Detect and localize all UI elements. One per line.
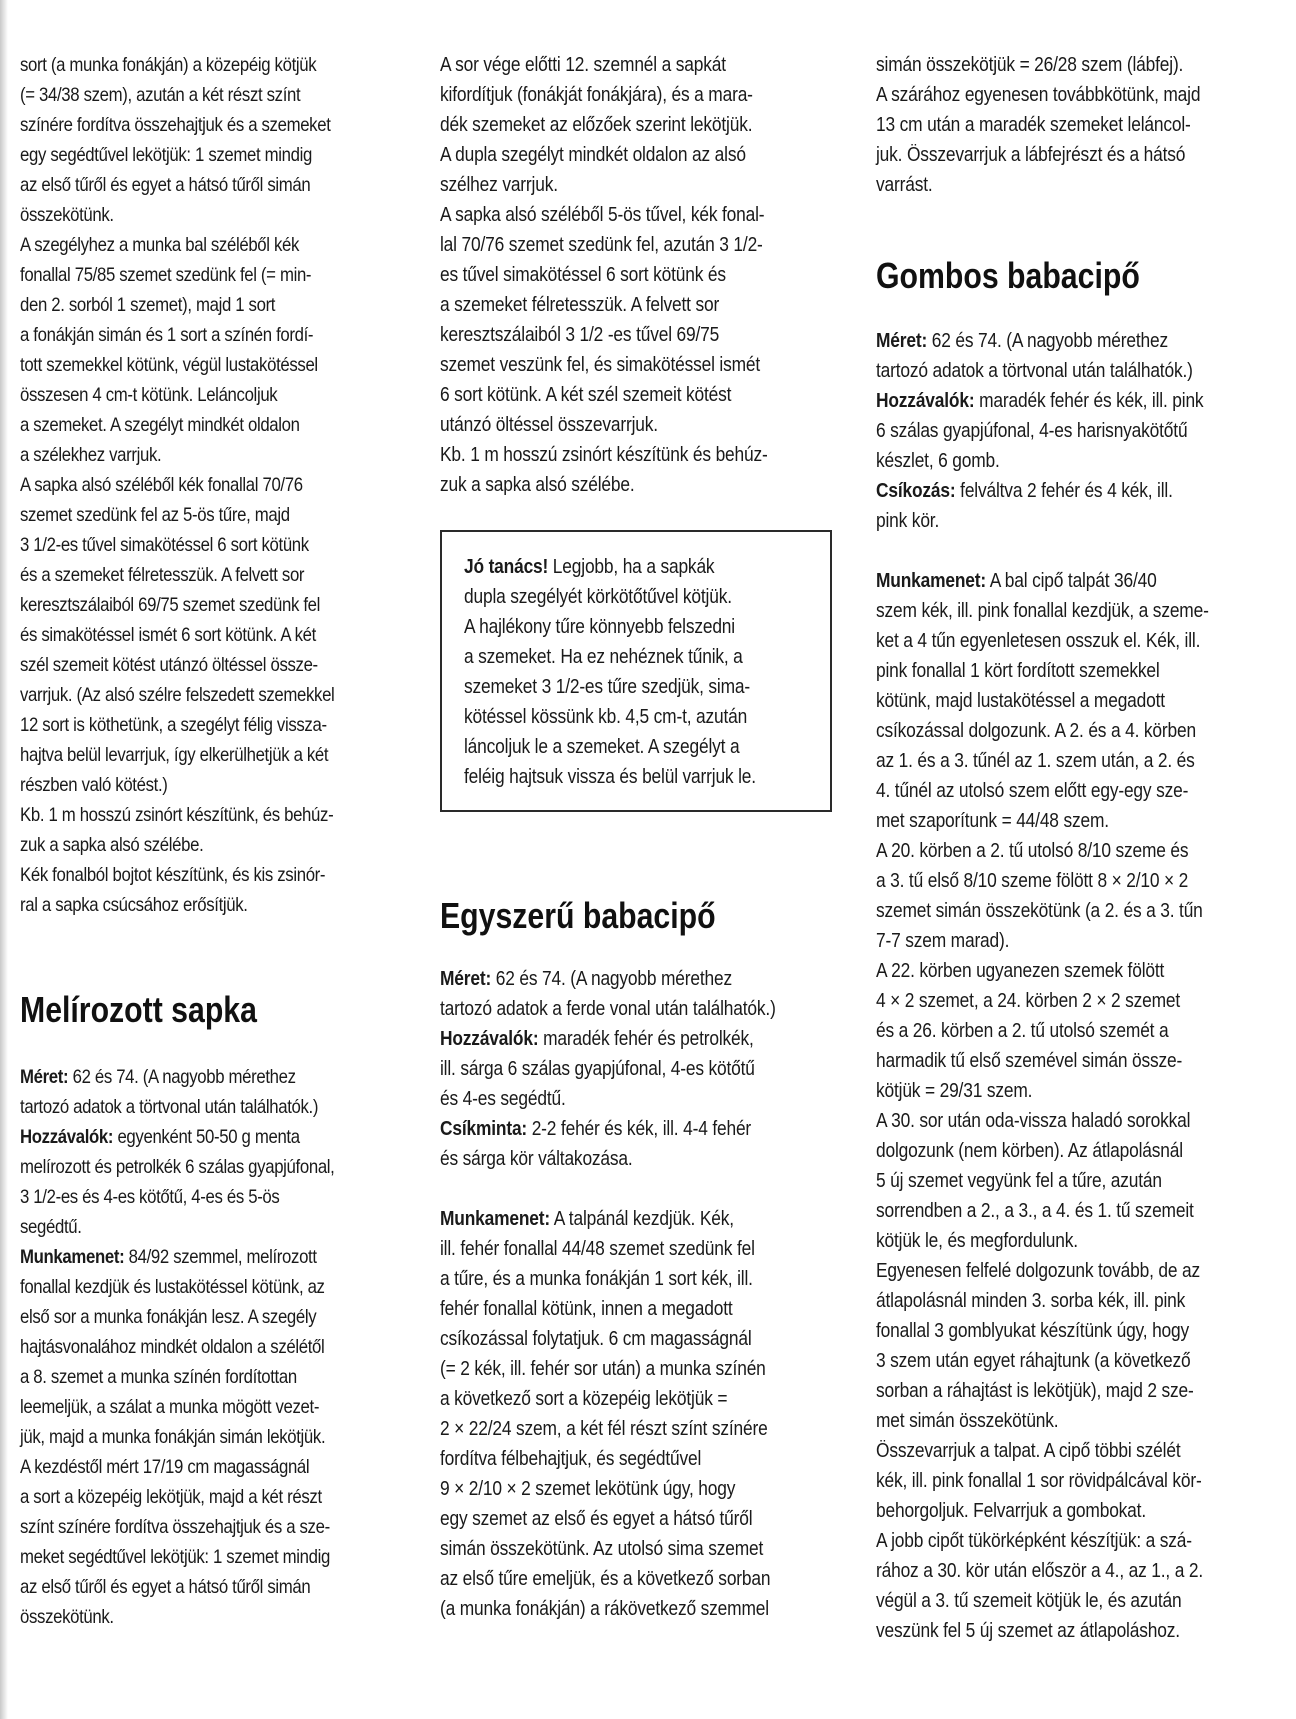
stripe-pattern-line — [440, 1114, 788, 1144]
text-line: A dupla szegélyt mindkét oldalon az alsó — [440, 144, 746, 166]
procedure-label: Munkamenet: — [876, 570, 987, 592]
column-middle — [440, 50, 845, 1624]
striping-line — [876, 476, 1220, 506]
text-line: dék szemeket az előzőek szerint lekötjük. — [440, 114, 753, 136]
text-line: fehér fonallal kötünk, innen a megadott — [440, 1298, 733, 1320]
size-line — [440, 964, 788, 994]
tip-continued — [464, 582, 830, 792]
materials-label: Hozzávalók: — [876, 390, 975, 412]
page-edge-shadow — [0, 0, 8, 1719]
text-line: utánzó öltéssel összevarrjuk. — [440, 414, 658, 436]
text-line: egy segédtűvel lekötjük: 1 szemet mindig — [20, 144, 312, 166]
procedure-line — [440, 1204, 788, 1234]
size-text: 62 és 74. (A nagyobb mérethez — [68, 1066, 296, 1088]
text-line: fonallal 75/85 szemet szedünk fel (= min- — [20, 264, 312, 286]
size-line-2: tartozó adatok a törtvonal után találhatók.) — [876, 360, 1193, 382]
procedure-continued — [440, 1234, 845, 1624]
materials-text: egyenként 50-50 g menta — [113, 1126, 300, 1148]
text-line: szemeket 3 1/2-es tűre szedjük, sima- — [464, 676, 751, 698]
text-line: kötjük le, és megfordulunk. — [876, 1230, 1078, 1252]
text-line: a szemeket. Ha ez nehéznek tűnik, a — [464, 646, 743, 668]
text-line: A szárához egyenesen továbbkötünk, majd — [876, 84, 1201, 106]
text-line: a szemeket. A szegélyt mindkét oldalon — [20, 414, 300, 436]
text-line: Összevarrjuk a talpat. A cipő többi szélét — [876, 1440, 1181, 1462]
tip-line — [464, 552, 779, 582]
text-line: varrjuk. (Az alsó szélre felszedett szemekkel — [20, 684, 335, 706]
text-line: szemet simán összekötünk (a 2. és a 3. tűn — [876, 900, 1203, 922]
text-line: a szélekhez varrjuk. — [20, 444, 162, 466]
text-line: összekötünk. — [20, 204, 114, 226]
text-line: a szemeket félretesszük. A felvett sor — [440, 294, 720, 316]
text-line: készlet, 6 gomb. — [876, 450, 1000, 472]
text-line: összesen 4 cm-t kötünk. Leláncoljuk — [20, 384, 278, 406]
text-line: kék, ill. pink fonallal 1 sor rövidpálcával kör- — [876, 1470, 1202, 1492]
striping-line-2: pink kör. — [876, 510, 940, 532]
text-line: 12 sort is köthetünk, a szegélyt félig vissza- — [20, 714, 327, 736]
procedure-text: A bal cipő talpát 36/40 — [986, 570, 1157, 592]
stripe-pattern-text: 2-2 fehér és kék, ill. 4-4 fehér — [527, 1118, 752, 1140]
text-line: keresztszálaiból 3 1/2 -es tűvel 69/75 — [440, 324, 720, 346]
text-line: lal 70/76 szemet szedünk fel, azután 3 1/2- — [440, 234, 763, 256]
text-line: den 2. sorból 1 szemet), majd 1 sort — [20, 294, 276, 316]
text-line: harmadik tű első szemével simán össze- — [876, 1050, 1183, 1072]
striping-label: Csíkozás: — [876, 480, 956, 502]
text-line: a 3. tű első 8/10 szeme fölött 8 × 2/10 × 2 — [876, 870, 1189, 892]
procedure-line — [876, 566, 1220, 596]
text-line: hajtásvonalához mindkét oldalon a szélétől — [20, 1336, 325, 1358]
text-line: zuk a sapka alsó szélébe. — [20, 834, 204, 856]
text-line: varrást. — [876, 174, 933, 196]
text-line: Kék fonalból bojtot készítünk, és kis zsinór- — [20, 864, 326, 886]
stripe-pattern-line-2: és sárga kör váltakozása. — [440, 1148, 633, 1170]
text-line: 2 × 22/24 szem, a két fél részt színt színére — [440, 1418, 768, 1440]
text-line: 4 × 2 szemet, a 24. körben 2 × 2 szemet — [876, 990, 1181, 1012]
materials-continued — [20, 1152, 418, 1242]
materials-line — [440, 1024, 788, 1054]
size-line-2: tartozó adatok a ferde vonal után találhatók.) — [440, 998, 776, 1020]
procedure-text: 84/92 szemmel, melírozott — [124, 1246, 317, 1268]
text-line: az első tűről és egyet a hátsó tűről simán — [20, 1576, 311, 1598]
text-line: és simakötéssel ismét 6 sort kötünk. A két — [20, 624, 316, 646]
text-line: A sapka alsó széléből 5-ös tűvel, kék fonal- — [440, 204, 765, 226]
text-line: A sapka alsó széléből kék fonallal 70/76 — [20, 474, 303, 496]
tip-label: Jó tanács! — [464, 556, 549, 578]
size-line-2: tartozó adatok a törtvonal után találhatók.) — [20, 1096, 319, 1118]
text-line: (= 34/38 szem), azután a két részt színt — [20, 84, 301, 106]
materials-label: Hozzávalók: — [440, 1028, 539, 1050]
text-line: a következő sort a közepéig lekötjük = — [440, 1388, 728, 1410]
text-line: 7-7 szem marad). — [876, 930, 1010, 952]
tip-box — [440, 530, 832, 812]
text-line: dupla szegélyét körkötőtűvel kötjük. — [464, 586, 732, 608]
text-line: met szaporítunk = 44/48 szem. — [876, 810, 1109, 832]
text-line: színt színére fordítva összehajtjuk és a sze- — [20, 1516, 330, 1538]
text-line: és a 26. körben a 2. tű utolsó szemét a — [876, 1020, 1169, 1042]
text-line: A 30. sor után oda-vissza haladó sorokkal — [876, 1110, 1191, 1132]
text-line: és a szemeket félretesszük. A felvett sor — [20, 564, 305, 586]
column-left — [20, 50, 418, 1632]
text-line: a sort a közepéig lekötjük, majd a két részt — [20, 1486, 322, 1508]
text-line: es tűvel simakötéssel 6 sort kötünk és — [440, 264, 726, 286]
text-line: csíkozással dolgozunk. A 2. és a 4. körben — [876, 720, 1196, 742]
procedure-line — [20, 1242, 362, 1272]
text-line: láncoljuk le a szemeket. A szegélyt a — [464, 736, 740, 758]
text-line: zuk a sapka alsó szélébe. — [440, 474, 635, 496]
text-line: A kezdéstől mért 17/19 cm magasságnál — [20, 1456, 310, 1478]
text-line: 6 szálas gyapjúfonal, 4-es harisnyakötőtű — [876, 420, 1188, 442]
cap-instructions-end — [440, 50, 845, 500]
materials-line — [876, 386, 1220, 416]
size-text: 62 és 74. (A nagyobb mérethez — [491, 968, 733, 990]
materials-text: maradék fehér és petrolkék, — [538, 1028, 754, 1050]
text-line: sorban a ráhajtást is lekötjük), majd 2 sze- — [876, 1380, 1194, 1402]
text-line: a tűre, és a munka fonákján 1 sort kék, ill. — [440, 1268, 753, 1290]
text-line: kötünk, majd lustakötéssel a megadott — [876, 690, 1165, 712]
text-line: ral a sapka csúcsához erősítjük. — [20, 894, 248, 916]
procedure-text: A talpánál kezdjük. Kék, — [550, 1208, 734, 1230]
materials-text: maradék fehér és kék, ill. pink — [974, 390, 1204, 412]
text-line: jük, majd a munka fonákján simán lekötjük. — [20, 1426, 326, 1448]
section-heading-melirozott-sapka: Melírozott sapka — [20, 989, 257, 1030]
cap-instructions-continued — [20, 50, 418, 920]
text-line: segédtű. — [20, 1216, 82, 1238]
text-line: szemet szedünk fel az 5-ös tűre, majd — [20, 504, 290, 526]
text-line: Egyenesen felfelé dolgozunk tovább, de az — [876, 1260, 1201, 1282]
text-line: A hajlékony tűre könnyebb felszedni — [464, 616, 735, 638]
striping-text: felváltva 2 fehér és 4 kék, ill. — [955, 480, 1173, 502]
shoe-instructions-end — [876, 50, 1276, 200]
text-line: keresztszálaiból 69/75 szemet szedünk fel — [20, 594, 321, 616]
text-line: (a munka fonákján) a rákövetkező szemmel — [440, 1598, 769, 1620]
text-line: hajtva belül levarrjuk, így elkerülhetjük a két — [20, 744, 329, 766]
text-line: tott szemekkel kötünk, végül lustakötéssel — [20, 354, 318, 376]
stripe-pattern-label: Csíkminta: — [440, 1118, 528, 1140]
procedure-label: Munkamenet: — [20, 1246, 125, 1268]
text-line: A sor vége előtti 12. szemnél a sapkát — [440, 54, 726, 76]
text-line: 9 × 2/10 × 2 szemet lekötünk úgy, hogy — [440, 1478, 736, 1500]
size-label: Méret: — [876, 330, 928, 352]
text-line: simán összekötjük = 26/28 szem (lábfej). — [876, 54, 1184, 76]
text-line: az első tűről és egyet a hátsó tűről simán — [20, 174, 311, 196]
text-line: első sor a munka fonákján lesz. A szegély — [20, 1306, 317, 1328]
text-line: kifordítjuk (fonákját fonákjára), és a mara- — [440, 84, 753, 106]
text-line: 4. tűnél az utolsó szem előtt egy-egy sze- — [876, 780, 1189, 802]
text-line: A 22. körben ugyanezen szemek fölött — [876, 960, 1165, 982]
text-line: Kb. 1 m hosszú zsinórt készítünk és behúz- — [440, 444, 768, 466]
text-line: behorgoljuk. Felvarrjuk a gombokat. — [876, 1500, 1146, 1522]
text-line: szél szemeit kötést utánzó öltéssel össze- — [20, 654, 318, 676]
text-line: melírozott és petrolkék 6 szálas gyapjúfonal, — [20, 1156, 335, 1178]
text-line: részben való kötést.) — [20, 774, 168, 796]
text-line: simán összekötünk. Az utolsó sima szemet — [440, 1538, 764, 1560]
text-line: ket a 4 tűn egyenletesen osszuk el. Kék, ill. — [876, 630, 1201, 652]
materials-continued — [876, 416, 1276, 476]
text-line: A 20. körben a 2. tű utolsó 8/10 szeme és — [876, 840, 1189, 862]
materials-line — [20, 1122, 362, 1152]
text-line: sort (a munka fonákján) a közepéig kötjük — [20, 54, 317, 76]
size-label: Méret: — [20, 1066, 69, 1088]
text-line: juk. Összevarrjuk a lábfejrészt és a hátsó — [876, 144, 1186, 166]
section-heading-gombos-babacipo: Gombos babacipő — [876, 255, 1140, 296]
text-line: ill. fehér fonallal 44/48 szemet szedünk fel — [440, 1238, 755, 1260]
size-line — [20, 1062, 362, 1092]
materials-label: Hozzávalók: — [20, 1126, 114, 1148]
text-line: a fonákján simán és 1 sort a színén fordí- — [20, 324, 314, 346]
text-line: 3 1/2-es tűvel simakötéssel 6 sort kötünk — [20, 534, 309, 556]
text-line: pink fonallal 1 kört fordított szemekkel — [876, 660, 1160, 682]
size-label: Méret: — [440, 968, 492, 990]
text-line: feléig hajtsuk vissza és belül varrjuk le. — [464, 766, 756, 788]
tip-text: Legjobb, ha a sapkák — [548, 556, 715, 578]
text-line: fonallal kezdjük és lustakötéssel kötünk, az — [20, 1276, 325, 1298]
text-line: 3 szem után egyet ráhajtunk (a következő — [876, 1350, 1191, 1372]
text-line: ill. sárga 6 szálas gyapjúfonal, 4-es kötőtű — [440, 1058, 755, 1080]
text-line: az 1. és a 3. tűnél az 1. szem után, a 2. és — [876, 750, 1195, 772]
text-line: veszünk fel 5 új szemet az átlapoláshoz. — [876, 1620, 1180, 1642]
text-line: és 4-es segédtű. — [440, 1088, 566, 1110]
text-line: színére fordítva összehajtjuk és a szemeket — [20, 114, 331, 136]
text-line: csíkozással folytatjuk. 6 cm magasságnál — [440, 1328, 752, 1350]
text-line: fonallal 3 gomblyukat készítünk úgy, hogy — [876, 1320, 1190, 1342]
text-line: kötjük = 29/31 szem. — [876, 1080, 1033, 1102]
text-line: egy szemet az első és egyet a hátsó tűről — [440, 1508, 753, 1530]
text-line: szemet veszünk fel, és simakötéssel ismét — [440, 354, 761, 376]
text-line: az első tűre emeljük, és a következő sorban — [440, 1568, 771, 1590]
text-line: met simán összekötünk. — [876, 1410, 1059, 1432]
text-line: 6 sort kötünk. A két szél szemeit kötést — [440, 384, 732, 406]
procedure-label: Munkamenet: — [440, 1208, 551, 1230]
text-line: 5 új szemet vegyünk fel a tűre, azután — [876, 1170, 1162, 1192]
text-line: 3 1/2-es és 4-es kötőtű, 4-es és 5-ös — [20, 1186, 280, 1208]
text-line: dolgozunk (nem körben). Az átlapolásnál — [876, 1140, 1183, 1162]
text-line: a 8. szemet a munka színén fordítottan — [20, 1366, 297, 1388]
text-line: szem kék, ill. pink fonallal kezdjük, a szeme- — [876, 600, 1209, 622]
text-line: leemeljük, a szálat a munka mögött vezet- — [20, 1396, 320, 1418]
text-line: szélhez varrjuk. — [440, 174, 558, 196]
text-line: sorrendben a 2., a 3., a 4. és 1. tű szemeit — [876, 1200, 1194, 1222]
section-heading-egyszeru-babacipo: Egyszerű babacipő — [440, 895, 716, 936]
text-line: végül a 3. tű szemeit kötjük le, és azután — [876, 1590, 1182, 1612]
procedure-continued — [20, 1272, 418, 1632]
text-line: (= 2 kék, ill. fehér sor után) a munka színén — [440, 1358, 766, 1380]
size-line — [876, 326, 1220, 356]
text-line: A szegélyhez a munka bal széléből kék — [20, 234, 300, 256]
column-right — [876, 50, 1276, 1646]
materials-continued — [440, 1054, 845, 1114]
text-line: rához a 30. kör után először a 4., az 1., a 2. — [876, 1560, 1203, 1582]
size-text: 62 és 74. (A nagyobb mérethez — [927, 330, 1169, 352]
text-line: átlapolásnál minden 3. sorba kék, ill. pink — [876, 1290, 1186, 1312]
text-line: fordítva félbehajtjuk, és segédtűvel — [440, 1448, 702, 1470]
procedure-continued — [876, 596, 1276, 1646]
text-line: A jobb cipőt tükörképként készítjük: a szá- — [876, 1530, 1192, 1552]
text-line: meket segédtűvel lekötjük: 1 szemet mindig — [20, 1546, 330, 1568]
text-line: kötéssel kössünk kb. 4,5 cm-t, azután — [464, 706, 748, 728]
text-line: 13 cm után a maradék szemeket leláncol- — [876, 114, 1191, 136]
text-line: összekötünk. — [20, 1606, 114, 1628]
text-line: Kb. 1 m hosszú zsinórt készítünk, és behúz- — [20, 804, 334, 826]
